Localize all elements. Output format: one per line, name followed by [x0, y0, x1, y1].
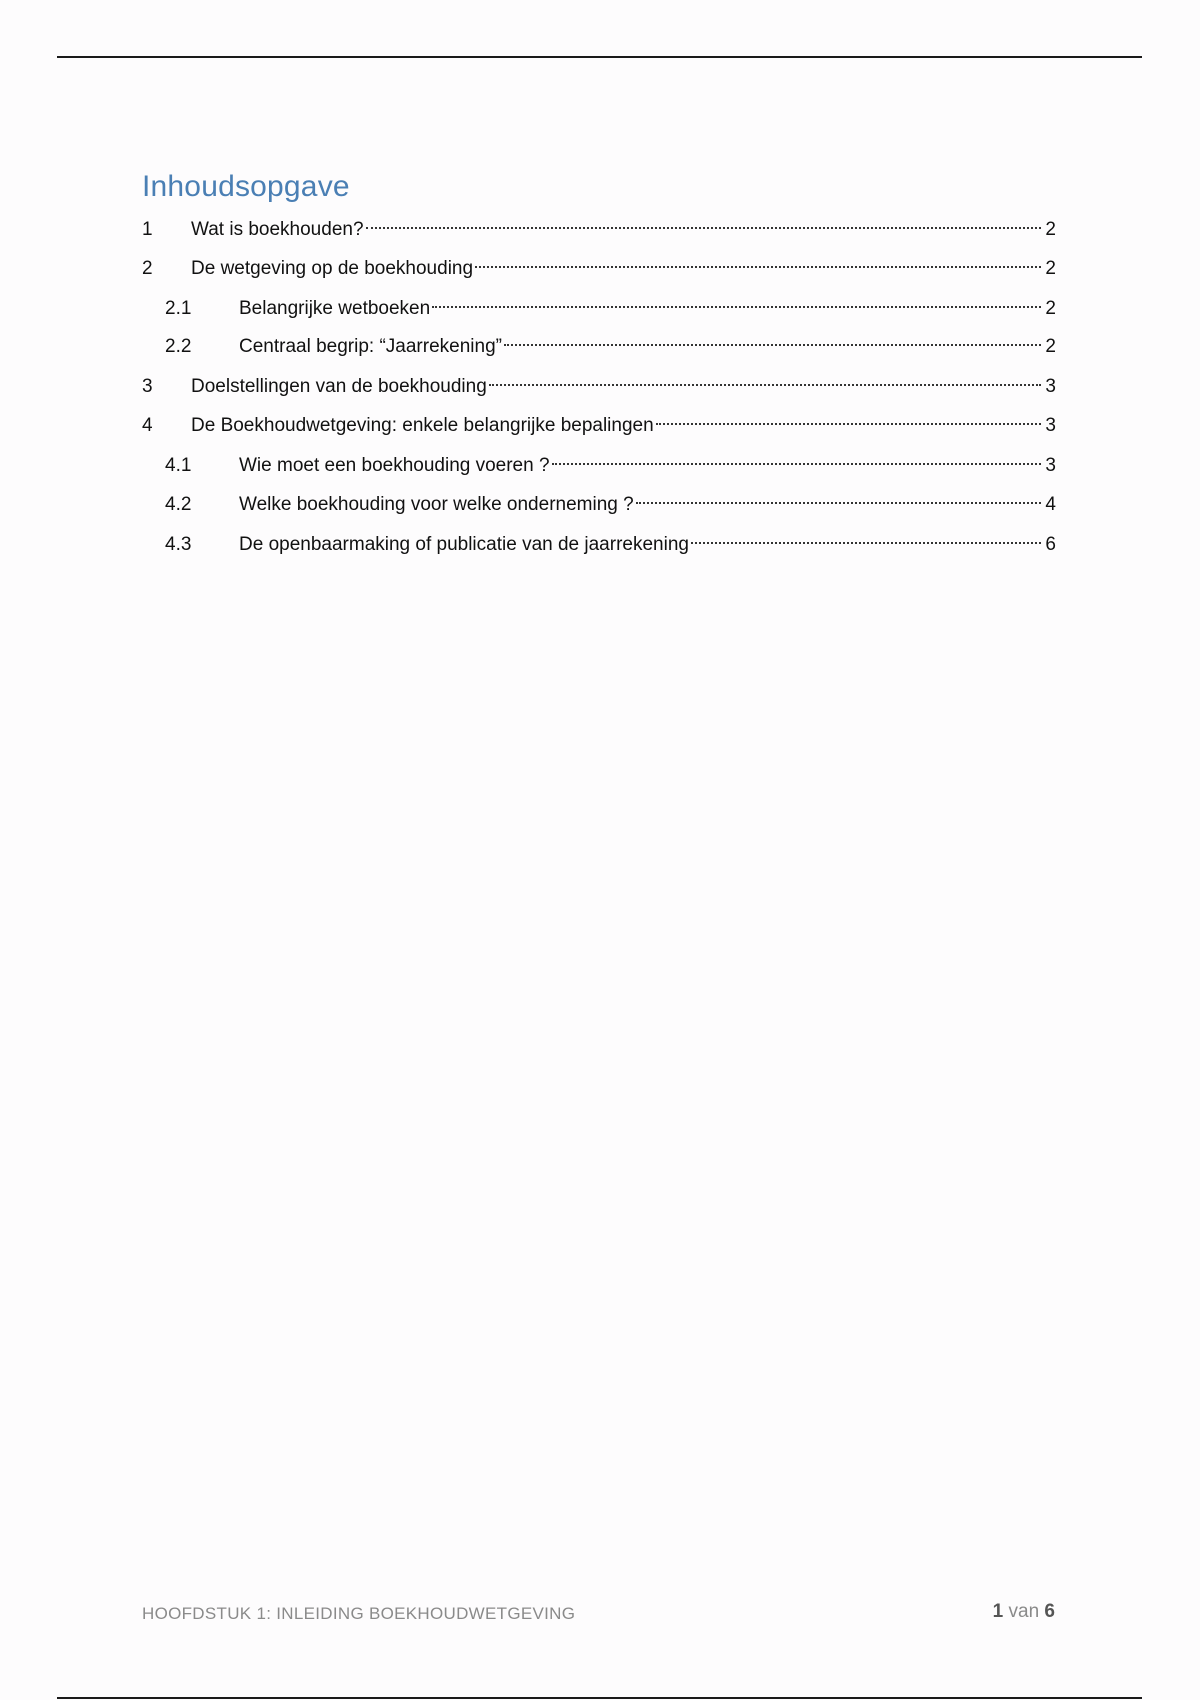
toc-entry-page: 3: [1045, 415, 1056, 436]
toc-dot-leader: [475, 248, 1041, 274]
toc-dot-leader: [691, 524, 1041, 550]
toc-entry[interactable]: [142, 209, 1056, 240]
footer-current-page: 1: [992, 1601, 1004, 1622]
toc-entry-label: Belangrijke wetboeken: [239, 298, 431, 319]
footer-of-word: van: [1008, 1601, 1040, 1622]
toc-entry-page: 2: [1045, 219, 1056, 240]
toc-entry-label: Wat is boekhouden?: [191, 219, 364, 240]
toc-entry-page: 2: [1045, 258, 1056, 279]
toc-entry[interactable]: [142, 445, 1056, 476]
toc-entry[interactable]: [142, 326, 1056, 357]
toc-entry-page: 4: [1045, 494, 1056, 515]
toc-entry[interactable]: [142, 248, 1056, 279]
toc-entry-label: Doelstellingen van de boekhouding: [191, 376, 487, 397]
toc-entry-label: Welke boekhouding voor welke onderneming ?: [239, 494, 634, 515]
toc-entry[interactable]: [142, 524, 1056, 555]
toc-dot-leader: [489, 366, 1041, 392]
toc-entry-label: Centraal begrip: “Jaarrekening”: [239, 336, 502, 357]
toc-entry-page: 3: [1045, 376, 1056, 397]
toc-entry-page: 2: [1045, 298, 1056, 319]
toc-dot-leader: [656, 405, 1041, 431]
toc-entry-number: 2.2: [165, 336, 192, 357]
footer-page-number: [993, 1601, 1055, 1623]
toc-entry-label: De wetgeving op de boekhouding: [191, 258, 474, 279]
toc-entry-number: 4: [142, 415, 153, 436]
toc-entry-label: De openbaarmaking of publicatie van de jaarrekening: [239, 534, 689, 555]
toc-entry[interactable]: [142, 484, 1056, 515]
toc-dot-leader: [636, 484, 1041, 510]
toc-entry[interactable]: [142, 288, 1056, 319]
toc-title: Inhoudsopgave: [142, 170, 350, 203]
footer-rule: [57, 1697, 1142, 1699]
toc-dot-leader: [432, 288, 1041, 314]
toc-dot-leader: [504, 326, 1041, 352]
toc-entry-number: 1: [142, 219, 153, 240]
toc-entry-page: 2: [1045, 336, 1056, 357]
toc-dot-leader: [366, 209, 1041, 235]
toc-entry[interactable]: [142, 366, 1056, 397]
toc-entry-number: 3: [142, 376, 153, 397]
footer-chapter-title: HOOFDSTUK 1: INLEIDING BOEKHOUDWETGEVING: [142, 1604, 576, 1623]
toc-entry-number: 4.1: [165, 455, 192, 476]
header-rule: [57, 56, 1142, 58]
toc-entry-number: 4.3: [165, 534, 192, 555]
toc-dot-leader: [552, 445, 1041, 471]
toc-entry-number: 4.2: [165, 494, 192, 515]
footer-total-pages: 6: [1044, 1601, 1055, 1622]
toc-entry-label: Wie moet een boekhouding voeren ?: [239, 455, 550, 476]
toc-entry-page: 3: [1045, 455, 1056, 476]
toc-entry-label: De Boekhoudwetgeving: enkele belangrijke bepalingen: [191, 415, 654, 436]
toc-entry-number: 2.1: [165, 298, 192, 319]
toc-entry-page: 6: [1045, 534, 1056, 555]
toc-entry[interactable]: [142, 405, 1056, 436]
toc-entry-number: 2: [142, 258, 153, 279]
